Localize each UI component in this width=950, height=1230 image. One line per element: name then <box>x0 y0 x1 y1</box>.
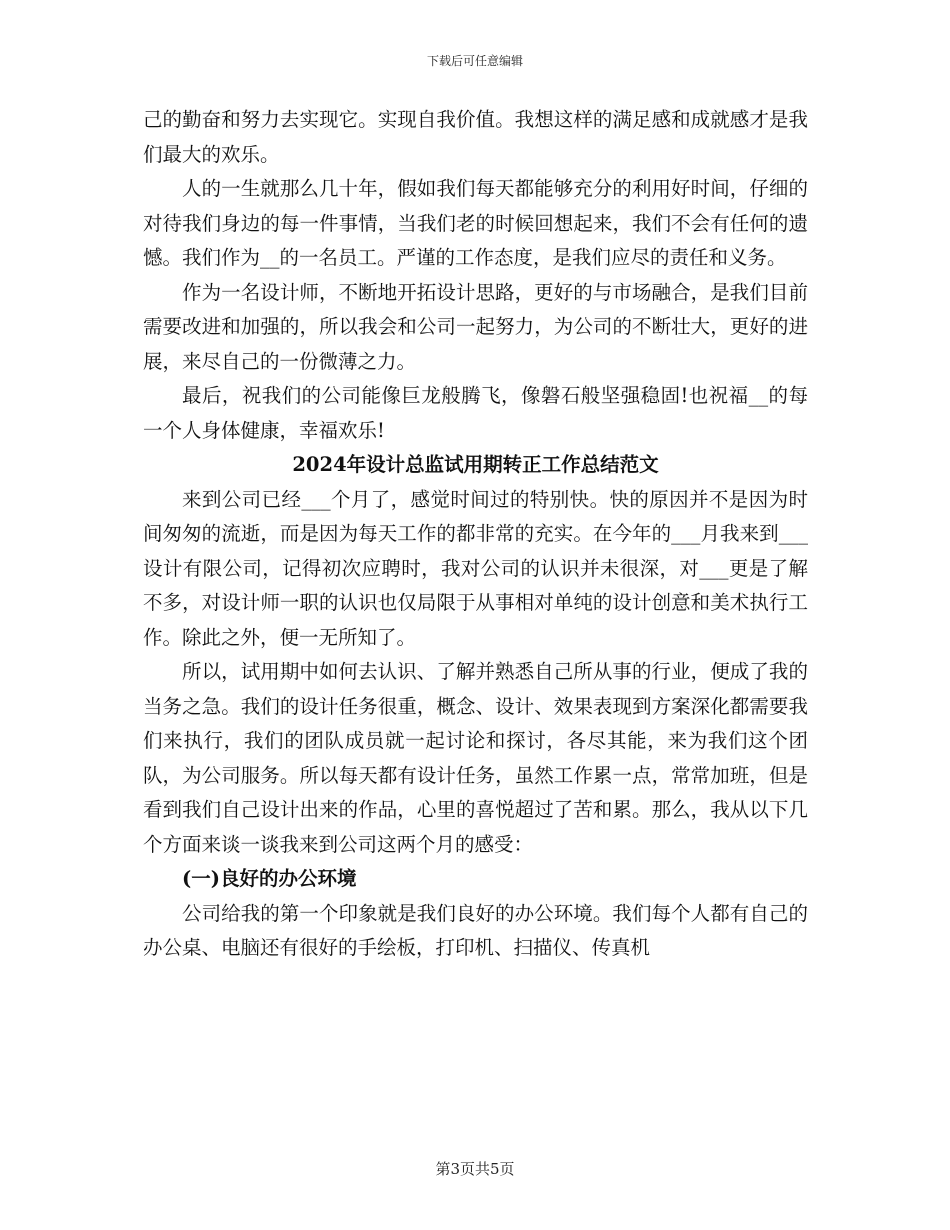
paragraph: 公司给我的第一个印象就是我们良好的办公环境。我们每个人都有自己的办公桌、电脑还有很好的手绘板，打印机、扫描仪、传真机 <box>143 901 808 959</box>
paragraph: 最后，祝我们的公司能像巨龙般腾飞，像磐石般坚强稳固!也祝福__的每一个人身体健康，幸福欢乐! <box>143 384 808 442</box>
subheading: (一)良好的办公环境 <box>182 867 357 890</box>
page-footer: 第3页共5页 <box>435 1160 515 1178</box>
paragraph: 己的勤奋和努力去实现它。实现自我价值。我想这样的满足感和成就感才是我们最大的欢乐。 <box>143 108 808 166</box>
page-header: 下载后可任意编辑 <box>426 54 523 68</box>
document-body <box>143 103 808 966</box>
paragraph: 所以，试用期中如何去认识、了解并熟悉自己所从事的行业，便成了我的当务之急。我们的设计任务很重，概念、设计、效果表现到方案深化都需要我们来执行，我们的团队成员就一起讨论和探讨，各尽其能，来为我们这个团队，为公司服务。所以每天都有设计任务，虽然工作累一点，常常加班，但是看到我们自己设计出来的作品，心里的喜悦超过了苦和累。那么，我从以下几个方面来谈一谈我来到公司这两个月的感受： <box>143 660 808 856</box>
paragraph: 作为一名设计师，不断地开拓设计思路，更好的与市场融合，是我们目前需要改进和加强的，所以我会和公司一起努力，为公司的不断壮大，更好的进展，来尽自己的一份微薄之力。 <box>143 280 808 373</box>
section-title: 2024年设计总监试用期转正工作总结范文 <box>292 453 659 476</box>
paragraph: 来到公司已经___个月了，感觉时间过的特别快。快的原因并不是因为时间匆匆的流逝，而是因为每天工作的都非常的充实。在今年的___月我来到___设计有限公司，记得初次应聘时，我对公司的认识并未很深，对___更是了解不多，对设计师一职的认识也仅局限于从事相对单纯的设计创意和美术执行工作。除此之外，便一无所知了。 <box>143 487 808 649</box>
paragraph: 人的一生就那么几十年，假如我们每天都能够充分的利用好时间，仔细的对待我们身边的每一件事情，当我们老的时候回想起来，我们不会有任何的遗憾。我们作为__的一名员工。严谨的工作态度，是我们应尽的责任和义务。 <box>143 177 808 269</box>
